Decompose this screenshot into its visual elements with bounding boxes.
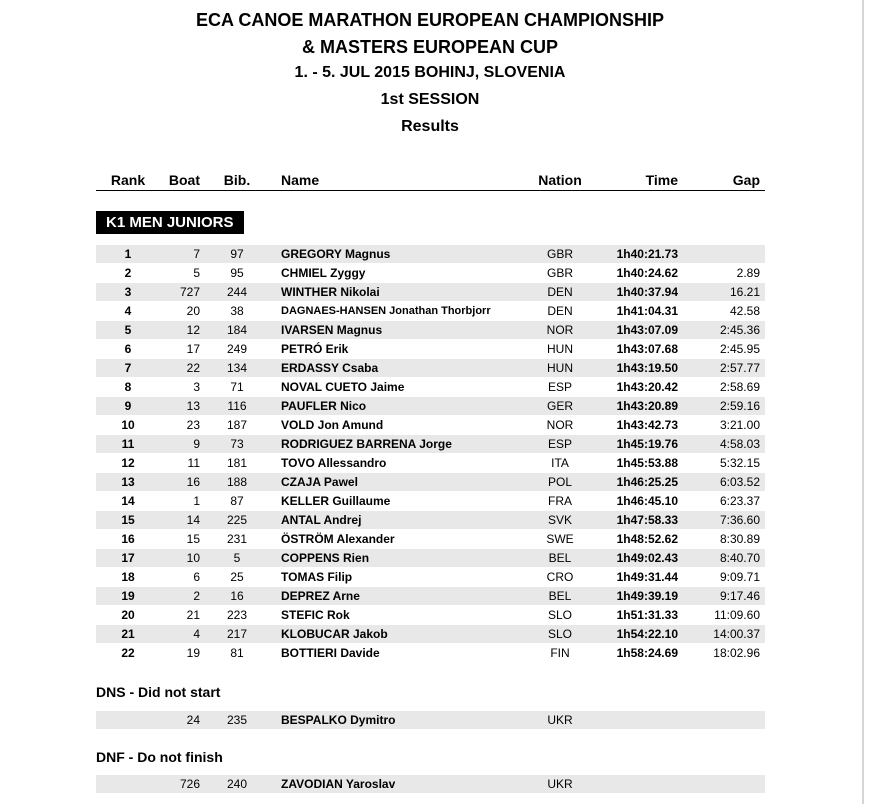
table-row — [96, 511, 765, 529]
cell-gap: 11:09.60 — [714, 608, 760, 622]
cell-gap: 2:59.16 — [719, 399, 760, 413]
cell-rank: 21 — [121, 627, 135, 641]
document-title — [0, 10, 860, 145]
cell-bib: 5 — [233, 551, 241, 565]
cell-rank: 2 — [124, 266, 132, 280]
cell-bib: 223 — [226, 608, 248, 622]
cell-bib: 97 — [230, 247, 244, 261]
cell-nation: DEN — [547, 285, 573, 299]
cell-nation: UKR — [547, 777, 573, 791]
cell-boat: 20 — [186, 304, 200, 318]
cell-rank: 16 — [121, 532, 135, 546]
cell-rank: 7 — [124, 361, 132, 375]
cell-boat: 7 — [193, 247, 200, 261]
table-row — [96, 359, 765, 377]
cell-rank: 1 — [124, 247, 132, 261]
cell-gap: 6:23.37 — [719, 494, 760, 508]
cell-rank: 15 — [121, 513, 135, 527]
cell-gap: 8:30.89 — [719, 532, 760, 546]
cell-name: TOVO Allessandro — [281, 456, 387, 470]
results-label: Results — [401, 118, 459, 135]
cell-nation: SWE — [546, 532, 574, 546]
table-row — [96, 302, 765, 320]
cell-time: 1h41:04.31 — [616, 304, 678, 318]
cell-name: DAGNAES-HANSEN Jonathan Thorbjorr — [281, 305, 491, 317]
cell-nation: CRO — [546, 570, 574, 584]
cell-bib: 134 — [226, 361, 248, 375]
cell-name: COPPENS Rien — [281, 551, 370, 565]
cell-time: 1h43:20.42 — [616, 380, 678, 394]
cell-name: BESPALKO Dymitro — [281, 713, 396, 727]
cell-nation: SLO — [547, 608, 572, 622]
table-row — [96, 416, 765, 434]
cell-gap: 2:45.36 — [719, 323, 760, 337]
cell-gap: 2:58.69 — [719, 380, 760, 394]
session-label: 1st SESSION — [380, 91, 480, 108]
cell-time: 1h46:25.25 — [616, 475, 678, 489]
results-table-header — [0, 171, 870, 189]
header-bib: Bib. — [223, 172, 251, 188]
cell-bib: 25 — [230, 570, 244, 584]
table-row — [96, 397, 765, 415]
cell-boat: 6 — [193, 570, 200, 584]
cell-boat: 12 — [186, 323, 200, 337]
cell-gap: 4:58.03 — [719, 437, 760, 451]
cell-boat: 11 — [187, 456, 200, 470]
cell-nation: NOR — [546, 323, 574, 337]
cell-boat: 5 — [193, 266, 200, 280]
table-row — [96, 644, 765, 662]
title-line-2: & MASTERS EUROPEAN CUP — [301, 37, 559, 57]
cell-time: 1h46:45.10 — [616, 494, 678, 508]
cell-nation: UKR — [547, 713, 573, 727]
table-row — [96, 378, 765, 396]
cell-boat: 17 — [186, 342, 200, 356]
cell-rank: 3 — [124, 285, 132, 299]
table-row — [96, 711, 765, 729]
category-label: K1 MEN JUNIORS — [96, 211, 244, 234]
cell-name: WINTHER Nikolai — [281, 285, 380, 299]
cell-gap: 16.21 — [729, 285, 760, 299]
cell-time: 1h43:42.73 — [616, 418, 678, 432]
cell-nation: POL — [547, 475, 572, 489]
cell-boat: 13 — [186, 399, 200, 413]
table-row — [96, 340, 765, 358]
cell-boat: 727 — [179, 285, 200, 299]
cell-time: 1h45:19.76 — [616, 437, 678, 451]
cell-rank: 9 — [124, 399, 132, 413]
cell-rank: 6 — [124, 342, 132, 356]
cell-gap: 3:21.00 — [719, 418, 760, 432]
cell-boat: 2 — [193, 589, 200, 603]
cell-gap: 8:40.70 — [719, 551, 760, 565]
cell-gap: 6:03.52 — [719, 475, 760, 489]
cell-nation: DEN — [547, 304, 573, 318]
page-edge-divider — [862, 0, 864, 804]
cell-bib: 231 — [226, 532, 248, 546]
cell-name: BOTTIERI Davide — [281, 646, 380, 660]
cell-boat: 14 — [186, 513, 200, 527]
cell-bib: 116 — [227, 399, 247, 413]
table-row — [96, 283, 765, 301]
cell-time: 1h54:22.10 — [616, 627, 678, 641]
table-row — [96, 606, 765, 624]
cell-bib: 217 — [226, 627, 248, 641]
cell-time: 1h40:21.73 — [616, 247, 678, 261]
cell-rank: 17 — [121, 551, 135, 565]
cell-rank: 18 — [121, 570, 135, 584]
cell-bib: 225 — [226, 513, 248, 527]
cell-time: 1h48:52.62 — [616, 532, 678, 546]
cell-rank: 4 — [124, 304, 132, 318]
cell-nation: FIN — [550, 646, 570, 660]
header-name: Name — [281, 172, 320, 188]
cell-time: 1h51:31.33 — [616, 608, 678, 622]
cell-boat: 15 — [186, 532, 200, 546]
cell-gap: 2:57.77 — [719, 361, 760, 375]
cell-name: GREGORY Magnus — [281, 247, 391, 261]
cell-rank: 8 — [124, 380, 132, 394]
cell-boat: 22 — [186, 361, 200, 375]
cell-boat: 19 — [186, 646, 200, 660]
header-rank: Rank — [110, 172, 146, 188]
table-row — [96, 568, 765, 586]
cell-boat: 24 — [186, 713, 200, 727]
cell-name: ÖSTRÖM Alexander — [281, 532, 395, 546]
header-boat: Boat — [168, 172, 200, 188]
cell-nation: ESP — [547, 437, 572, 451]
cell-name: PAUFLER Nico — [281, 399, 367, 413]
cell-gap: 14:00.37 — [713, 627, 760, 641]
cell-name: CZAJA Pawel — [281, 475, 358, 489]
cell-name: DEPREZ Arne — [281, 589, 360, 603]
cell-nation: BEL — [548, 551, 572, 565]
table-row — [96, 245, 765, 263]
cell-boat: 1 — [193, 494, 200, 508]
cell-time: 1h49:39.19 — [616, 589, 678, 603]
cell-nation: FRA — [548, 494, 572, 508]
cell-bib: 71 — [230, 380, 244, 394]
table-row — [96, 435, 765, 453]
dnf-section-label: DNF - Do not finish — [96, 749, 223, 765]
cell-nation: GBR — [546, 247, 573, 261]
cell-nation: GER — [546, 399, 573, 413]
cell-name: KELLER Guillaume — [281, 494, 391, 508]
header-gap: Gap — [732, 172, 760, 188]
cell-time: 1h43:20.89 — [616, 399, 678, 413]
cell-boat: 726 — [179, 777, 200, 791]
cell-bib: 81 — [230, 646, 244, 660]
table-row — [96, 549, 765, 567]
table-row — [96, 473, 765, 491]
cell-nation: NOR — [546, 418, 574, 432]
cell-name: ANTAL Andrej — [281, 513, 362, 527]
cell-gap: 9:17.46 — [719, 589, 760, 603]
cell-rank: 22 — [121, 646, 135, 660]
cell-rank: 13 — [121, 475, 135, 489]
cell-nation: SVK — [547, 513, 572, 527]
title-line-3: 1. - 5. JUL 2015 BOHINJ, SLOVENIA — [294, 64, 566, 81]
cell-bib: 240 — [226, 777, 248, 791]
cell-rank: 10 — [121, 418, 135, 432]
cell-name: IVARSEN Magnus — [281, 323, 383, 337]
cell-time: 1h47:58.33 — [616, 513, 678, 527]
cell-time: 1h43:07.09 — [616, 323, 678, 337]
cell-boat: 4 — [193, 627, 200, 641]
cell-name: STEFIC Rok — [281, 608, 350, 622]
cell-bib: 188 — [226, 475, 248, 489]
cell-time: 1h58:24.69 — [616, 646, 678, 660]
table-row — [96, 775, 765, 793]
cell-nation: HUN — [547, 361, 573, 375]
header-underline — [96, 190, 765, 191]
cell-boat: 16 — [186, 475, 200, 489]
table-row — [96, 492, 765, 510]
cell-boat: 23 — [186, 418, 200, 432]
cell-time: 1h49:02.43 — [616, 551, 678, 565]
cell-bib: 184 — [226, 323, 248, 337]
table-row — [96, 454, 765, 472]
table-row — [96, 530, 765, 548]
cell-time: 1h49:31.44 — [616, 570, 678, 584]
title-line-1: ECA CANOE MARATHON EUROPEAN CHAMPIONSHIP — [195, 10, 665, 30]
cell-boat: 10 — [186, 551, 200, 565]
cell-nation: ESP — [547, 380, 572, 394]
cell-name: ZAVODIAN Yaroslav — [281, 777, 396, 791]
cell-rank: 14 — [121, 494, 135, 508]
cell-time: 1h43:19.50 — [616, 361, 678, 375]
cell-bib: 244 — [226, 285, 248, 299]
table-row — [96, 587, 765, 605]
cell-gap: 7:36.60 — [719, 513, 760, 527]
cell-name: NOVAL CUETO Jaime — [281, 380, 405, 394]
cell-bib: 95 — [230, 266, 244, 280]
cell-name: KLOBUCAR Jakob — [281, 627, 388, 641]
cell-bib: 87 — [230, 494, 244, 508]
cell-nation: HUN — [547, 342, 573, 356]
cell-bib: 235 — [226, 713, 248, 727]
cell-bib: 73 — [230, 437, 244, 451]
header-nation: Nation — [538, 172, 582, 188]
cell-nation: GBR — [546, 266, 573, 280]
cell-gap: 9:09.71 — [719, 570, 760, 584]
cell-name: TOMAS Filip — [281, 570, 353, 584]
cell-name: VOLD Jon Amund — [281, 418, 384, 432]
cell-bib: 181 — [226, 456, 248, 470]
table-row — [96, 321, 765, 339]
cell-name: RODRIGUEZ BARRENA Jorge — [281, 437, 452, 451]
cell-name: CHMIEL Zyggy — [281, 266, 366, 280]
cell-rank: 19 — [121, 589, 135, 603]
dns-section-label: DNS - Did not start — [96, 684, 221, 700]
cell-rank: 12 — [121, 456, 135, 470]
cell-rank: 11 — [121, 437, 135, 451]
cell-gap: 5:32.15 — [719, 456, 760, 470]
cell-gap: 2:45.95 — [719, 342, 760, 356]
cell-name: PETRÓ Erik — [281, 342, 349, 356]
cell-bib: 38 — [230, 304, 244, 318]
cell-boat: 21 — [186, 608, 200, 622]
table-row — [96, 625, 765, 643]
cell-bib: 187 — [226, 418, 248, 432]
cell-nation: ITA — [551, 456, 569, 470]
cell-rank: 20 — [121, 608, 135, 622]
header-time: Time — [645, 172, 678, 188]
cell-boat: 9 — [193, 437, 200, 451]
table-row — [96, 264, 765, 282]
cell-gap: 42.58 — [729, 304, 760, 318]
cell-nation: BEL — [548, 589, 572, 603]
cell-time: 1h43:07.68 — [616, 342, 678, 356]
cell-name: ERDASSY Csaba — [281, 361, 379, 375]
cell-bib: 16 — [230, 589, 244, 603]
cell-rank: 5 — [124, 323, 132, 337]
cell-time: 1h45:53.88 — [616, 456, 678, 470]
cell-bib: 249 — [226, 342, 248, 356]
cell-time: 1h40:24.62 — [616, 266, 678, 280]
cell-boat: 3 — [193, 380, 200, 394]
cell-nation: SLO — [547, 627, 572, 641]
cell-time: 1h40:37.94 — [616, 285, 678, 299]
cell-gap: 2.89 — [736, 266, 760, 280]
cell-gap: 18:02.96 — [713, 646, 760, 660]
